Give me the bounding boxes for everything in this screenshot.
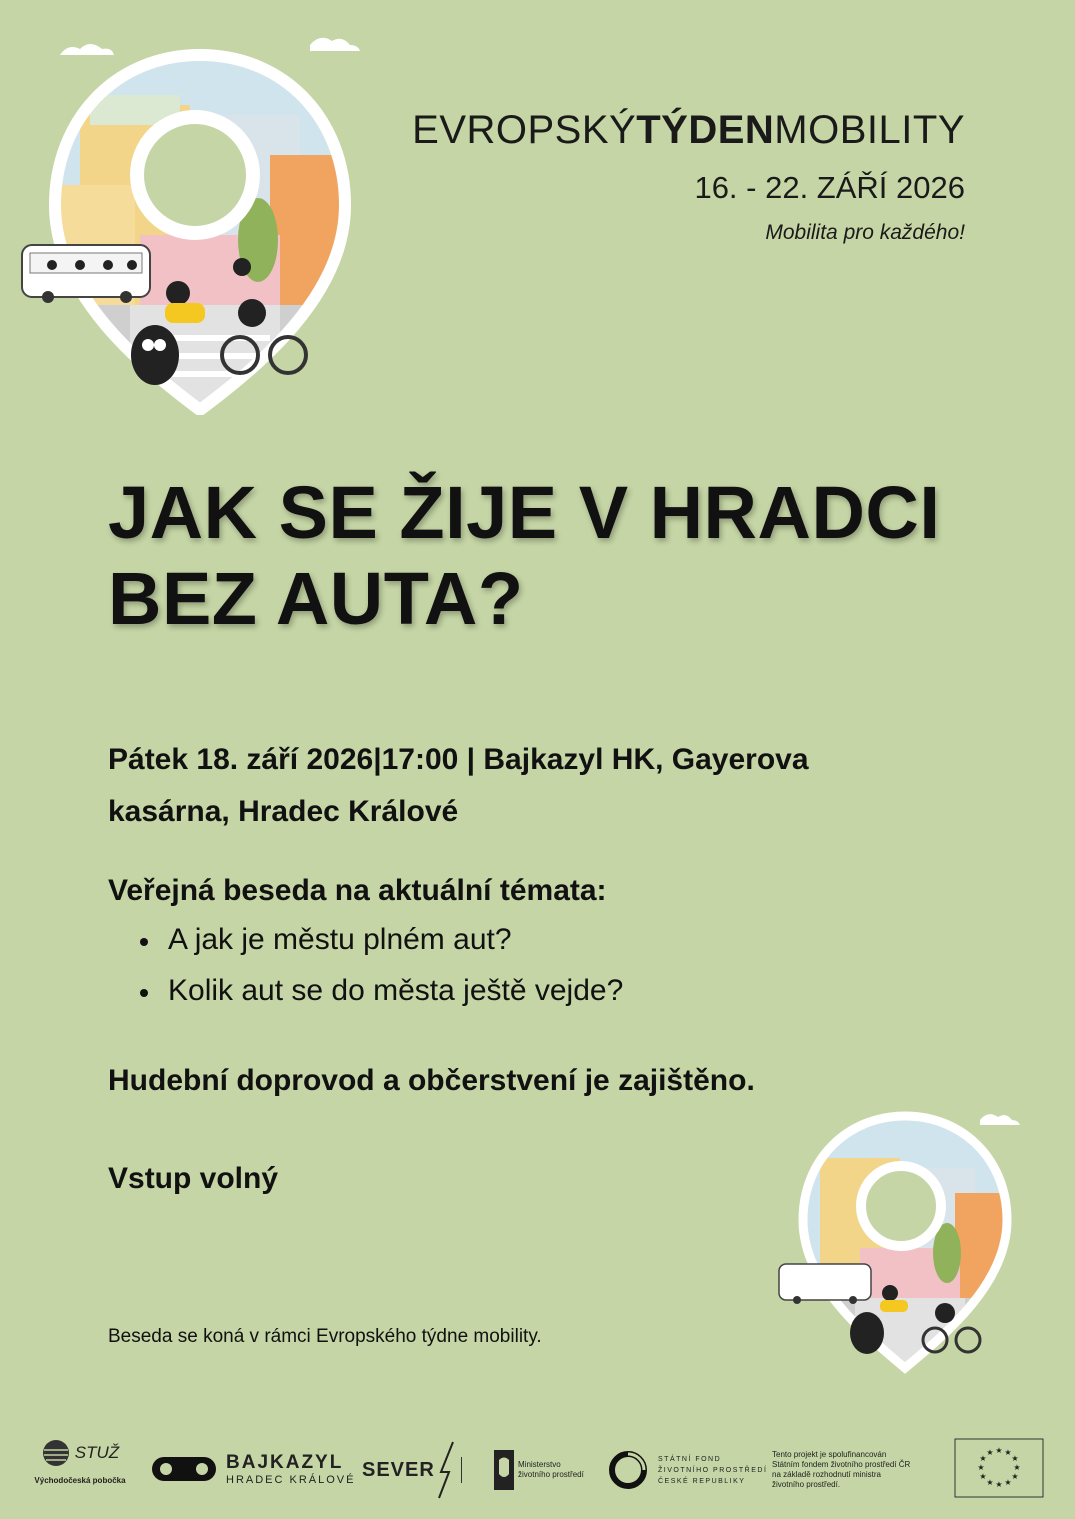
page-title <box>108 470 1008 642</box>
stuz-logo <box>30 1438 130 1498</box>
fund-line-2: ŽIVOTNÍHO PROSTŘEDÍ <box>658 1466 768 1474</box>
svg-text:★: ★ <box>995 1480 1003 1489</box>
cofinance-line-4: životního prostředí. <box>772 1480 841 1489</box>
sever-logo <box>362 1440 462 1500</box>
fund-line-1: STÁTNÍ FOND <box>658 1455 722 1463</box>
topic-text: A jak je městu plném aut? <box>168 923 512 956</box>
cofinance-line-2: Státním fondem životního prostředí ČR <box>772 1460 911 1469</box>
campaign-title <box>412 108 965 153</box>
music-note: Hudební doprovod a občerstvení je zajištěno. <box>108 1064 755 1097</box>
title-line-2: BEZ AUTA? <box>108 557 524 640</box>
sever-name: SEVER <box>362 1458 435 1481</box>
campaign-title-part3: MOBILITY <box>774 108 965 152</box>
chain-link-icon <box>150 1453 218 1485</box>
svg-text:★: ★ <box>1011 1454 1019 1463</box>
svg-text:★: ★ <box>979 1472 987 1481</box>
cofinance-note <box>772 1450 910 1490</box>
footnote: Beseda se koná v rámci Evropského týdne mobility. <box>108 1326 542 1347</box>
eu-flag-icon <box>954 1438 1044 1498</box>
fund-line-3: ČESKÉ REPUBLIKY <box>658 1477 746 1485</box>
svg-text:★: ★ <box>1004 1478 1012 1487</box>
location-pin-illustration <box>20 35 380 415</box>
bajkazyl-name: BAJKAZYL <box>226 1452 344 1473</box>
ministry-line-1: Ministerstvo <box>518 1460 561 1469</box>
stuz-name: STUŽ <box>74 1443 120 1462</box>
svg-text:★: ★ <box>986 1448 994 1457</box>
lightning-icon <box>435 1440 459 1500</box>
list-item <box>140 923 623 974</box>
campaign-dates: 16. - 22. ZÁŘÍ 2026 <box>694 170 965 205</box>
svg-text:★: ★ <box>1013 1463 1021 1472</box>
topic-text: Kolik aut se do města ještě vejde? <box>168 974 624 1007</box>
bajkazyl-logo <box>150 1452 355 1486</box>
svg-text:★: ★ <box>995 1446 1003 1455</box>
ministry-line-2: životního prostředí <box>518 1470 584 1479</box>
bajkazyl-sub: HRADEC KRÁLOVÉ <box>226 1474 356 1486</box>
fund-logo <box>608 1450 767 1490</box>
globe-icon <box>41 1438 71 1468</box>
topics-heading: Veřejná beseda na aktuální témata: <box>108 874 607 907</box>
topics-list <box>140 923 623 1025</box>
svg-text:★: ★ <box>979 1454 987 1463</box>
event-line-1: Pátek 18. září 2026|17:00 | Bajkazyl HK, Gayerova <box>108 743 809 776</box>
swirl-icon <box>608 1450 648 1490</box>
ministry-logo <box>494 1450 584 1490</box>
svg-text:★: ★ <box>1004 1448 1012 1457</box>
stuz-sub: Východočeská pobočka <box>34 1476 126 1485</box>
campaign-title-part2: TÝDEN <box>636 108 775 152</box>
bullet-icon <box>140 989 148 997</box>
list-item <box>140 974 623 1025</box>
event-line-2: kasárna, Hradec Králové <box>108 795 459 828</box>
cofinance-line-1: Tento projekt je spolufinancován <box>772 1450 887 1459</box>
title-line-1: JAK SE ŽIJE V HRADCI <box>108 471 941 554</box>
entry-note: Vstup volný <box>108 1162 279 1195</box>
campaign-title-part1: EVROPSKÝ <box>412 108 637 152</box>
lion-emblem-icon <box>494 1450 514 1490</box>
svg-text:★: ★ <box>1011 1472 1019 1481</box>
svg-text:★: ★ <box>977 1463 985 1472</box>
location-pin-illustration-small <box>775 1108 1030 1383</box>
bullet-icon <box>140 938 148 946</box>
cofinance-line-3: na základě rozhodnutí ministra <box>772 1470 881 1479</box>
campaign-slogan: Mobilita pro každého! <box>765 221 965 244</box>
event-details <box>108 734 908 838</box>
svg-text:★: ★ <box>986 1478 994 1487</box>
